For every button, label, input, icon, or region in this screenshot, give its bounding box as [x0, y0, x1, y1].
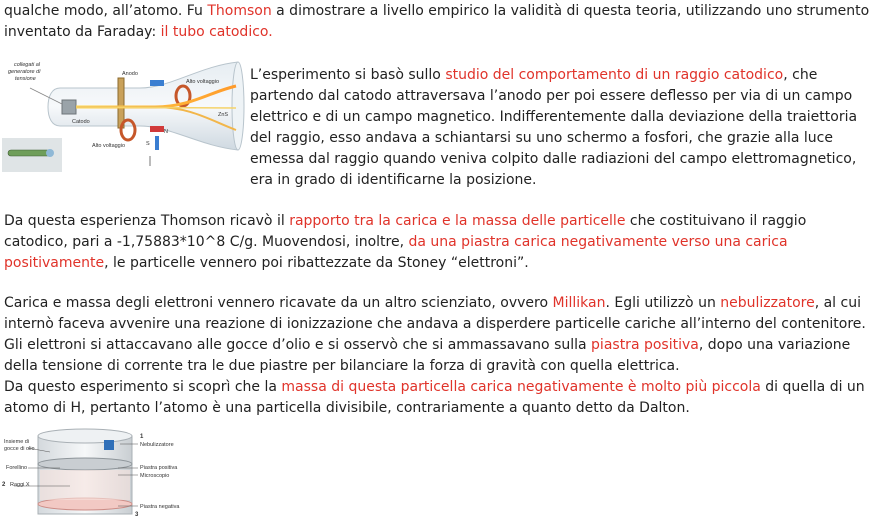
positive-plate-label: Piastra positiva: [140, 465, 178, 471]
body-text: catodico, pari a -1,75883*10^8 C/g. Muovendosi, inoltre,: [4, 234, 409, 250]
s-pole-label: S: [146, 141, 150, 147]
body-text: atomo di H, pertanto l’atomo è una particella divisibile, contrariamente a quanto detto da Dalton.: [4, 400, 690, 416]
body-text: internò faceva avvenire una reazione di ionizzazione che andava a disperdere particelle cariche all’interno del contenitore.: [4, 316, 866, 332]
microscope-label: Microscopio: [140, 473, 170, 479]
anode: [118, 78, 124, 128]
highlighted-text: il tubo catodico.: [160, 24, 273, 40]
intro-paragraph: [4, 1, 869, 43]
body-text: Gli elettroni si attaccavano alle gocce d’olio e si osservò che si ammassavano sulla: [4, 337, 592, 353]
number-1: 1: [140, 434, 144, 440]
body-text: emessa dal raggio quando veniva colpito dalle radiazioni del campo elettromagnetico,: [250, 151, 857, 167]
body-text: , che: [783, 67, 818, 83]
phosphor-screen: [232, 62, 244, 150]
highlighted-text: da una piastra carica negativamente verso una carica: [408, 234, 788, 250]
body-text: Carica e massa degli elettroni vennero ricavate da un altro scienziato, ovvero: [4, 295, 553, 311]
highlighted-text: Thomson: [207, 3, 272, 19]
millikan-paragraph: [4, 293, 866, 419]
highlighted-text: studio del comportamento di un raggio catodico: [445, 67, 784, 83]
magnet-pole: [155, 136, 159, 150]
body-text: partendo dal catodo attraversava l’anodo per poi essere deflesso per via di un campo: [250, 88, 853, 104]
body-text: di quella di un: [760, 379, 865, 395]
negative-plate-label: Piastra negativa: [140, 504, 180, 510]
body-text: elettrico e di un campo magnetico. Indifferentemente dalla deviazione della traiettoria: [250, 109, 858, 125]
x-rays-label: Raggi X: [10, 482, 30, 488]
upper-plate: [150, 80, 164, 86]
cathode-label: Catodo: [72, 119, 90, 125]
beam-straight: [76, 107, 236, 108]
hole-label: Forellino: [6, 465, 28, 471]
nebulizer: [104, 440, 114, 450]
body-text: Da questa esperienza Thomson ricavò il: [4, 213, 290, 229]
highlighted-text: positivamente: [4, 255, 105, 271]
number-2: 2: [2, 482, 6, 488]
high-voltage-label-bottom: Alto voltaggio: [92, 143, 126, 149]
body-text: Da questo esperimento si scoprì che la: [4, 379, 282, 395]
cathode: [62, 100, 76, 114]
body-text: del raggio, esso andava a schiantarsi su uno schermo a fosfori, che grazie alla luce: [250, 130, 833, 146]
container-top: [38, 429, 132, 443]
generator-label-2: generatore di: [8, 69, 41, 75]
number-3: 3: [135, 512, 139, 518]
experiment-paragraph: [250, 65, 857, 191]
highlighted-text: Millikan: [552, 295, 606, 311]
zns-label: ZnS: [218, 112, 229, 118]
body-text: a dimostrare a livello empirico la validità di questa teoria, utilizzando uno strumento: [271, 3, 869, 19]
oil-drops-label-1: Insieme di: [4, 439, 30, 445]
highlighted-text: rapporto tra la carica e la massa delle particelle: [289, 213, 626, 229]
generator-label-3: tensione: [15, 76, 36, 82]
millikan-apparatus-diagram: [0, 428, 200, 518]
body-text: . Egli utilizzò un: [605, 295, 721, 311]
body-text: , al cui: [814, 295, 861, 311]
highlighted-text: piastra positiva: [591, 337, 699, 353]
body-text: che costituivano il raggio: [625, 213, 807, 229]
high-voltage-label-top: Alto voltaggio: [186, 79, 220, 85]
generator-label-1: collegati al: [14, 62, 40, 68]
ratio-paragraph: [4, 211, 806, 274]
device-bulb-photo: [46, 149, 54, 157]
body-text: inventato da Faraday:: [4, 24, 161, 40]
highlighted-text: nebulizzatore: [720, 295, 815, 311]
oil-drops-label-2: gocce di olio: [4, 446, 35, 452]
anode-label: Anodo: [122, 71, 138, 77]
device-tube-photo: [8, 150, 50, 156]
body-text: era in grado di identificarne la posizione.: [250, 172, 537, 188]
cathode-ray-tube-diagram: [0, 58, 245, 173]
body-text: della tensione di corrente tra le due piastre per bilanciare la forza di gravità con quella elettrica.: [4, 358, 680, 374]
body-text: qualche modo, all’atomo. Fu: [4, 3, 208, 19]
lower-plate: [150, 126, 164, 132]
nebulizer-label: Nebulizzatore: [140, 442, 174, 448]
body-text: , dopo una variazione: [698, 337, 851, 353]
body-text: L’esperimento si basò sullo: [250, 67, 446, 83]
n-pole-label: N: [164, 129, 168, 135]
body-text: , le particelle vennero poi ribattezzate da Stoney “elettroni”.: [104, 255, 529, 271]
highlighted-text: massa di questa particella carica negativamente è molto più piccola: [281, 379, 761, 395]
